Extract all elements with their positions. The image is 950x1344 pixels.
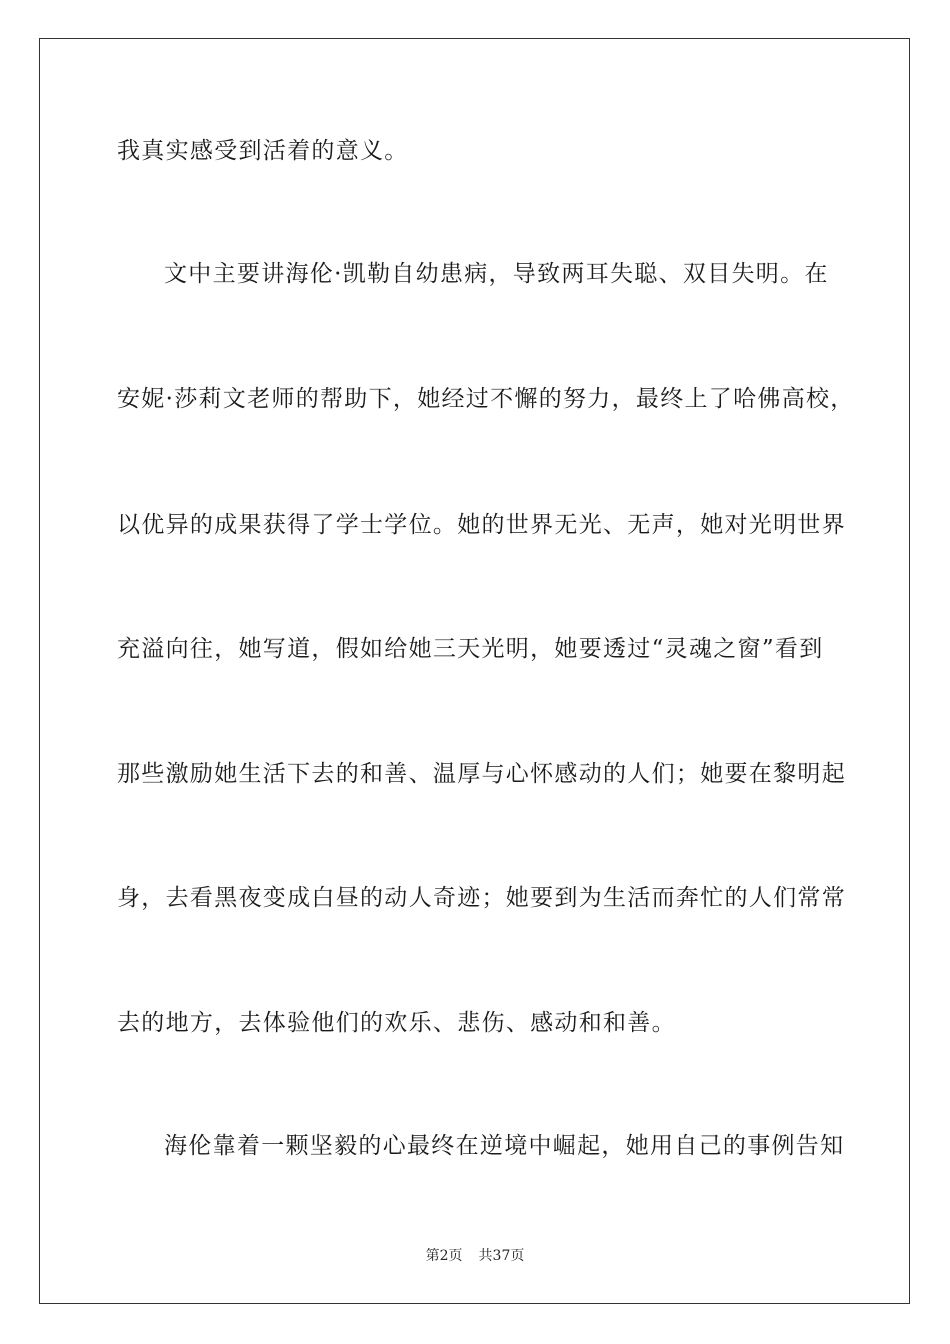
- page-border: [39, 38, 910, 1304]
- page-total: 共37页: [478, 1248, 525, 1264]
- text-line: 那些激励她生活下去的和善、温厚与心怀感动的人们；她要在黎明起: [117, 761, 846, 787]
- page-footer: [0, 1247, 950, 1265]
- text-line: 我真实感受到活着的意义。: [117, 138, 409, 164]
- text-line: 以优异的成果获得了学士学位。她的世界无光、无声，她对光明世界: [117, 512, 846, 538]
- page-number: 第2页: [425, 1248, 463, 1264]
- text-line: 安妮·莎莉文老师的帮助下，她经过不懈的努力，最终上了哈佛高校，: [117, 386, 855, 412]
- text-line: 身，去看黑夜变成白昼的动人奇迹；她要到为生活而奔忙的人们常常: [117, 885, 846, 911]
- paragraph-start-line: 文中主要讲海伦·凯勒自幼患病，导致两耳失聪、双目失明。在: [164, 261, 829, 287]
- text-line: 充溢向往，她写道，假如给她三天光明，她要透过“灵魂之窗”看到: [117, 636, 824, 662]
- paragraph-start-line: 海伦靠着一颗坚毅的心最终在逆境中崛起，她用自己的事例告知: [164, 1133, 845, 1159]
- text-line: 去的地方，去体验他们的欢乐、悲伤、感动和和善。: [117, 1010, 676, 1036]
